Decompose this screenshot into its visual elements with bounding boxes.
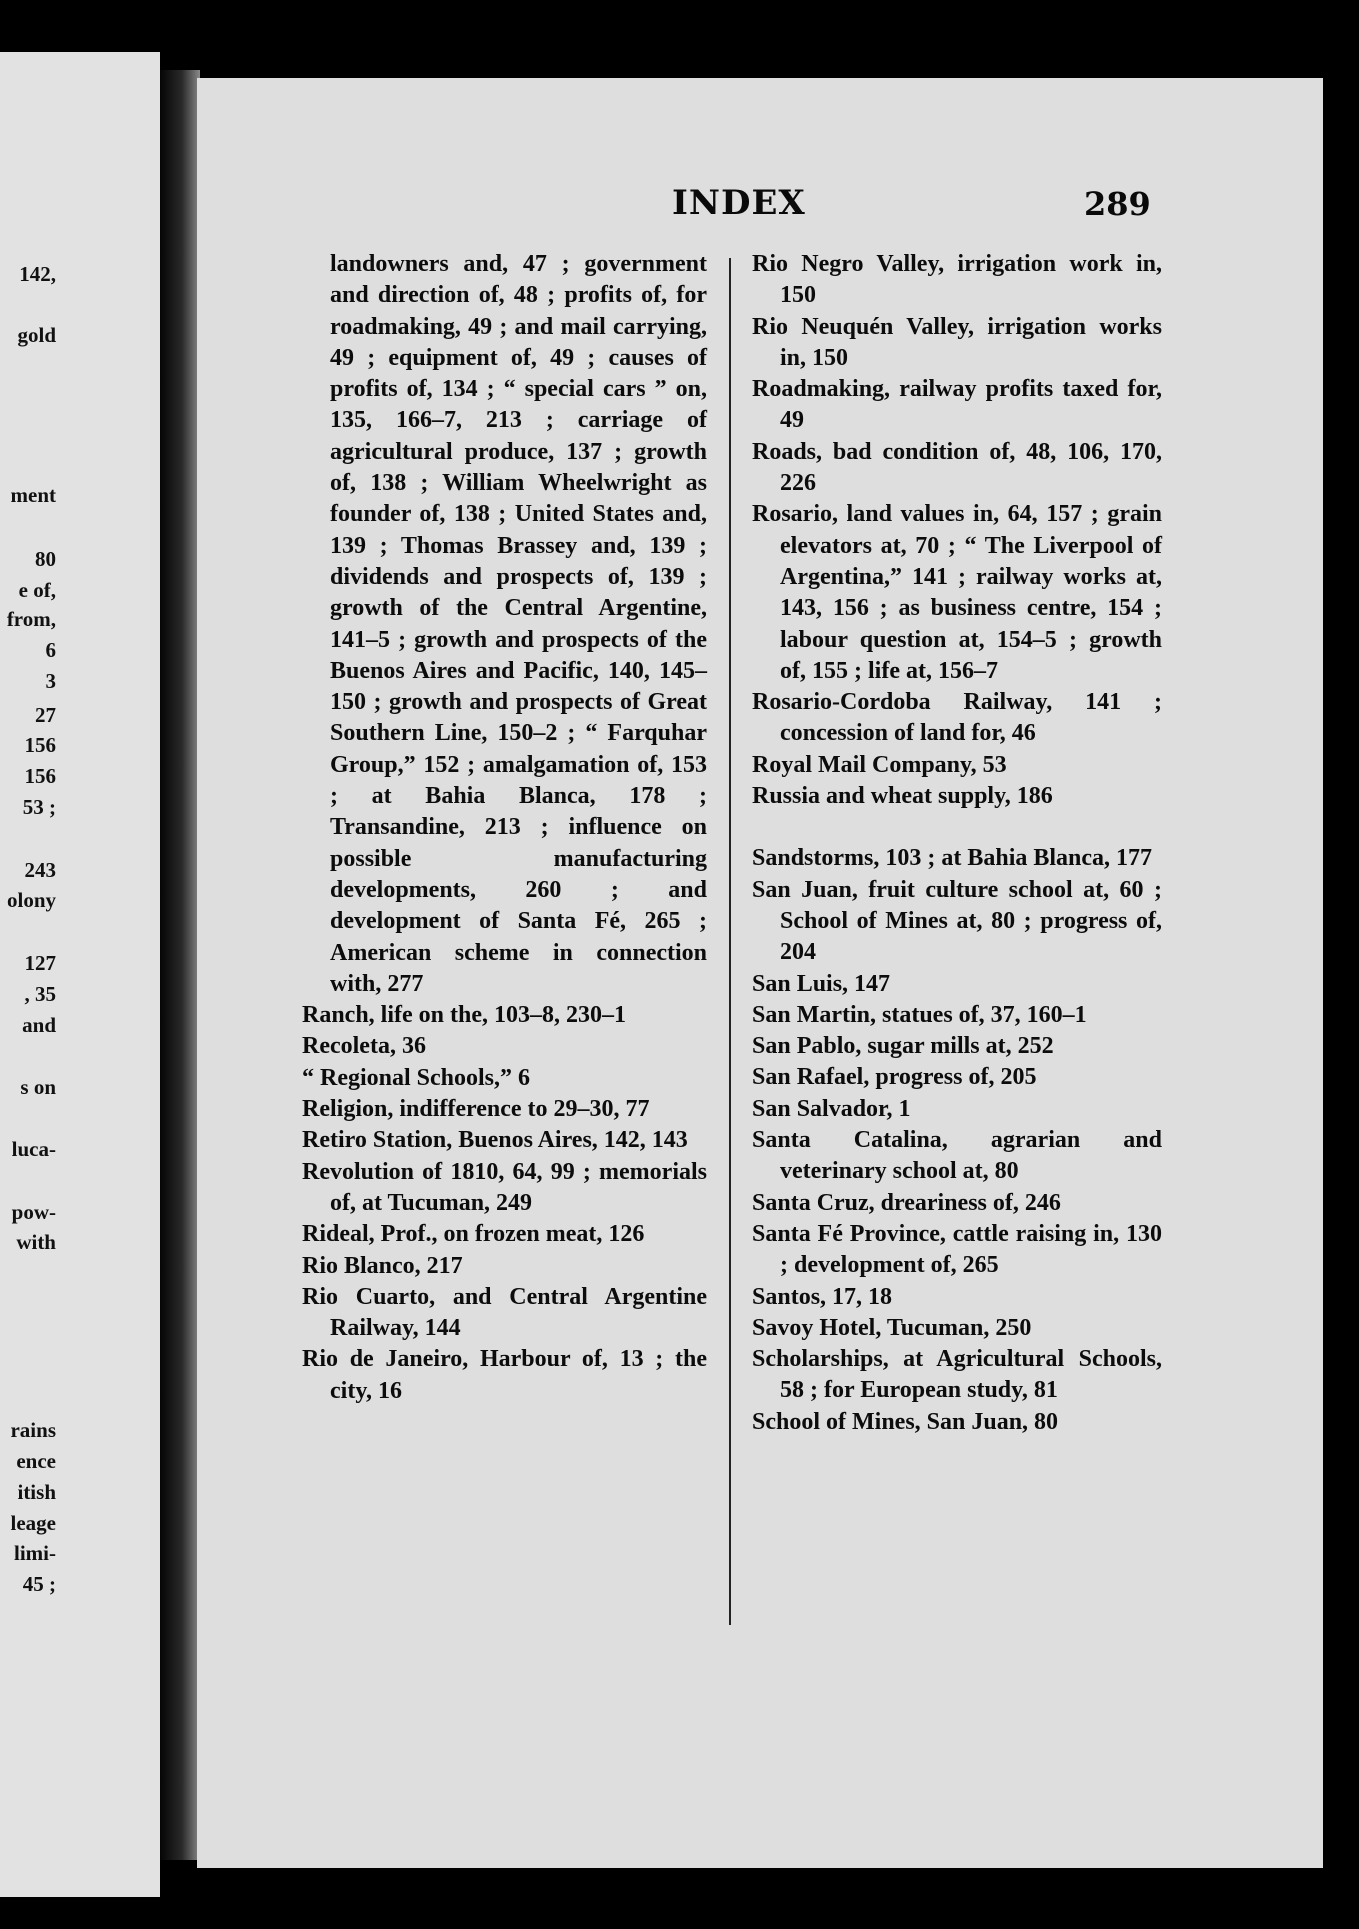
previous-page-fragment: 243: [24, 858, 56, 882]
index-entry: Rideal, Prof., on frozen meat, 126: [302, 1221, 645, 1248]
index-entry: Santos, 17, 18: [752, 1283, 893, 1310]
previous-page-fragment: itish: [17, 1480, 56, 1504]
previous-page-fragment: limi-: [14, 1541, 56, 1565]
index-column-right: [752, 249, 1162, 1438]
index-entry: School of Mines, San Juan, 80: [752, 1408, 1059, 1435]
index-entry: Ranch, life on the, 103–8, 230–1: [302, 1002, 626, 1029]
previous-page-fragment: gold: [17, 323, 56, 347]
index-entry: San Rafael, progress of, 205: [752, 1064, 1037, 1091]
previous-page-fragment: and: [22, 1013, 56, 1037]
index-entry: “ Regional Schools,” 6: [302, 1064, 531, 1091]
section-gap: [752, 812, 1162, 843]
index-entry: San Martin, statues of, 37, 160–1: [752, 1001, 1087, 1028]
index-entry: Rio Neuquén Valley, irrigation works in, 150: [752, 313, 1162, 371]
previous-page-fragment: luca-: [11, 1137, 56, 1161]
page-title: INDEX: [672, 183, 806, 223]
index-entry: Roadmaking, railway profits taxed for, 49: [752, 376, 1162, 434]
index-entry: Rio Blanco, 217: [302, 1252, 463, 1279]
previous-page-fragment: e of,: [18, 578, 56, 602]
column-divider: [729, 258, 731, 1625]
index-entry: Rosario, land values in, 64, 157 ; grain elevators at, 70 ; “ The Liverpool of Argentina,” 141 ; railway works at, 143, 156 ; as business centre, 154 ; labour question at, 154–5 ; growth of, 155 ; life at, 156–7: [752, 501, 1162, 684]
index-entry: Recoleta, 36: [302, 1033, 426, 1060]
previous-page-fragment: 27: [35, 703, 56, 727]
previous-page-fragment: 156: [24, 733, 56, 757]
index-entry: Revolution of 1810, 64, 99 ; memorials of, at Tucuman, 249: [302, 1158, 707, 1216]
previous-page-fragment: ence: [16, 1449, 56, 1473]
previous-page-fragment: pow-: [11, 1200, 56, 1224]
previous-page-fragment: ment: [10, 483, 56, 507]
index-entry: San Pablo, sugar mills at, 252: [752, 1033, 1054, 1060]
previous-page-fragment: 156: [24, 764, 56, 788]
previous-page-fragment: , 35: [24, 982, 56, 1006]
index-entry: Roads, bad condition of, 48, 106, 170, 226: [752, 438, 1162, 497]
index-entry: Santa Catalina, agrarian and veterinary school at, 80: [752, 1127, 1162, 1185]
previous-page-fragment: 80: [35, 547, 56, 571]
index-entry: Retiro Station, Buenos Aires, 142, 143: [302, 1127, 688, 1154]
index-entry: Rio Negro Valley, irrigation work in, 150: [752, 251, 1162, 309]
index-entry: Santa Fé Province, cattle raising in, 130 ; development of, 265: [752, 1220, 1162, 1279]
page-number: 289: [1084, 185, 1151, 223]
previous-page-fragment: 127: [24, 951, 56, 975]
book-spine: [160, 70, 200, 1860]
index-entry: San Salvador, 1: [752, 1095, 911, 1122]
previous-page-fragment: s on: [20, 1075, 56, 1099]
index-entry: Rio Cuarto, and Central Argentine Railway, 144: [302, 1283, 707, 1342]
previous-page-fragment: rains: [10, 1418, 56, 1442]
index-entry: Santa Cruz, dreariness of, 246: [752, 1189, 1061, 1216]
previous-page-fragment: 45 ;: [22, 1572, 56, 1596]
previous-page-fragment: 53 ;: [22, 795, 56, 819]
index-column-left: [302, 249, 707, 1407]
previous-page-fragment: leage: [10, 1511, 56, 1535]
index-entry: San Juan, fruit culture school at, 60 ; School of Mines at, 80 ; progress of, 204: [752, 876, 1162, 966]
previous-page-fragment: 6: [45, 638, 56, 662]
index-entry: San Luis, 147: [752, 970, 891, 997]
index-entry: landowners and, 47 ; government and direction of, 48 ; profits of, for roadmaking, 49 ; and mail carrying, 49 ; equipment of, 49 ; causes of profits of, 134 ; “ special cars ” on, 135, 166–7, 213 ; carriage of agricultural produce, 137 ; growth of, 138 ; William Wheelwright as founder of, 138 ; United States and, 139 ; Thomas Brassey and, 139 ; dividends and prospects of, 139 ; growth of the Central Argentine, 141–5 ; growth and prospects of the Buenos Aires and Pacific, 140, 145–150 ; growth and prospects of Great Southern Line, 150–2 ; “ Farquhar Group,” 152 ; amalgamation of, 153 ; at Bahia Blanca, 178 ; Transandine, 213 ; influence on possible manufacturing developments, 260 ; and development of Santa Fé, 265 ; American scheme in connection with, 277: [330, 251, 707, 997]
previous-page-fragment: 3: [45, 669, 56, 693]
index-entry: Religion, indifference to 29–30, 77: [302, 1096, 650, 1123]
previous-page-fragment: olony: [6, 888, 56, 912]
index-entry: Royal Mail Company, 53: [752, 751, 1007, 778]
index-entry: Rio de Janeiro, Harbour of, 13 ; the city, 16: [302, 1346, 707, 1404]
index-entry: Scholarships, at Agricultural Schools, 58 ; for European study, 81: [752, 1346, 1162, 1404]
previous-page-fragment: from,: [6, 607, 56, 631]
index-entry: Rosario-Cordoba Railway, 141 ; concession of land for, 46: [752, 689, 1162, 747]
previous-page-fragment: with: [16, 1230, 56, 1254]
previous-page-fragment: 142,: [19, 262, 56, 286]
index-entry: Sandstorms, 103 ; at Bahia Blanca, 177: [752, 845, 1153, 872]
index-entry: Savoy Hotel, Tucuman, 250: [752, 1314, 1032, 1341]
index-entry: Russia and wheat supply, 186: [752, 783, 1053, 810]
